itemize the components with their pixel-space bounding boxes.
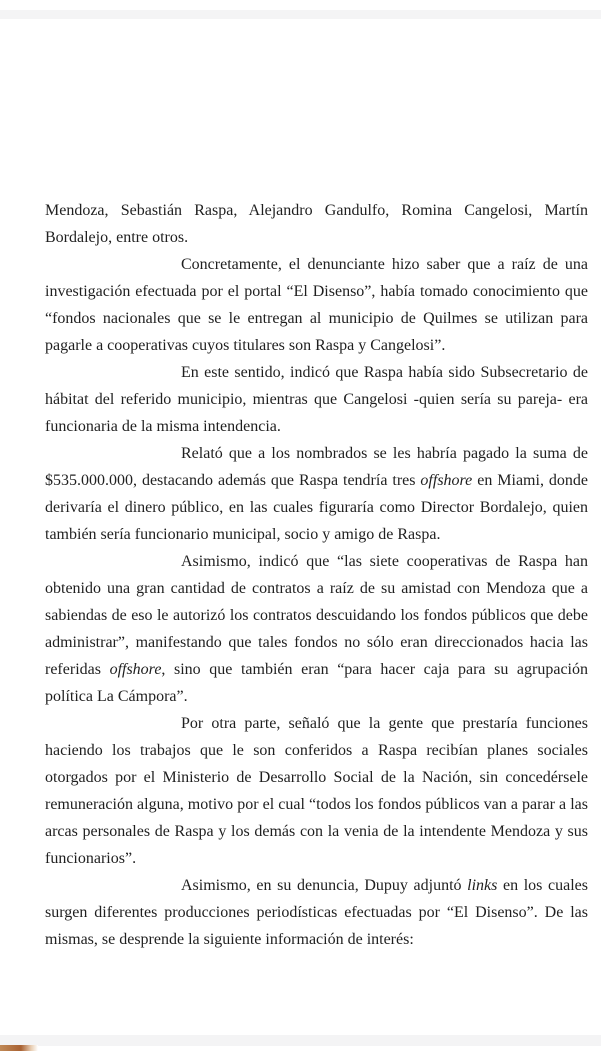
page-gutter-bottom	[0, 1035, 601, 1046]
next-page-image-edge	[0, 1045, 38, 1051]
paragraph-5	[45, 548, 588, 710]
paragraph-3	[45, 359, 588, 440]
text-run: Concretamente, el denunciante hizo saber que a raíz de una investigación efectuada por el portal “El Disenso”, había tomado conocimiento que “fondos nacionales que se le entregan al municipio de Quilmes se utilizan para pagarle a cooperativas cuyos titulares son Raspa y Cangelosi”.	[45, 256, 588, 354]
italic-term: links	[467, 877, 498, 894]
text-run: , sino que también eran “para hacer caja para su agrupación política La Cámpora”.	[45, 661, 588, 705]
page-gutter-top	[0, 10, 601, 19]
text-run: Asimismo, indicó que “las siete cooperativas de Raspa han obtenido una gran cantidad de contratos a raíz de su amistad con Mendoza que a sabiendas de eso le autorizó los contratos descuidando los fondos públicos que debe administrar”, manifestando que tales fondos no sólo eran direccionados hacia las referidas	[45, 553, 588, 678]
paragraph-2	[45, 251, 588, 359]
document-text	[45, 197, 588, 953]
paragraph-1	[45, 197, 588, 251]
italic-term: offshore	[109, 661, 162, 678]
text-run: Mendoza, Sebastián Raspa, Alejandro Gandulfo, Romina Cangelosi, Martín Bordalejo, entre otros.	[45, 202, 588, 246]
text-run: Asimismo, en su denuncia, Dupuy adjuntó	[181, 877, 468, 894]
text-run: en Miami, donde derivaría el dinero público, en las cuales figuraría como Director Bordalejo, quien también sería funcionario municipal, socio y amigo de Raspa.	[45, 472, 588, 543]
text-run: en los cuales surgen diferentes producciones periodísticas efectuadas por “El Disenso”. De las mismas, se desprende la siguiente información de interés:	[45, 877, 588, 948]
italic-term: offshore	[420, 472, 473, 489]
paragraph-4	[45, 440, 588, 548]
text-run: Relató que a los nombrados se les habría pagado la suma de $535.000.000, destacando además que Raspa tendría tres	[45, 445, 588, 489]
paragraph-7	[45, 872, 588, 953]
text-run: Por otra parte, señaló que la gente que prestaría funciones haciendo los trabajos que le son conferidos a Raspa recibían planes sociales otorgados por el Ministerio de Desarrollo Social de la Nación, sin concedérsele remuneración alguna, motivo por el cual “todos los fondos públicos van a parar a las arcas personales de Raspa y los demás con la venia de la intendente Mendoza y sus funcionarios”.	[45, 715, 588, 867]
text-run: En este sentido, indicó que Raspa había sido Subsecretario de hábitat del referido municipio, mientras que Cangelosi -quien sería su pareja- era funcionaria de la misma intendencia.	[45, 364, 588, 435]
paragraph-6	[45, 710, 588, 872]
